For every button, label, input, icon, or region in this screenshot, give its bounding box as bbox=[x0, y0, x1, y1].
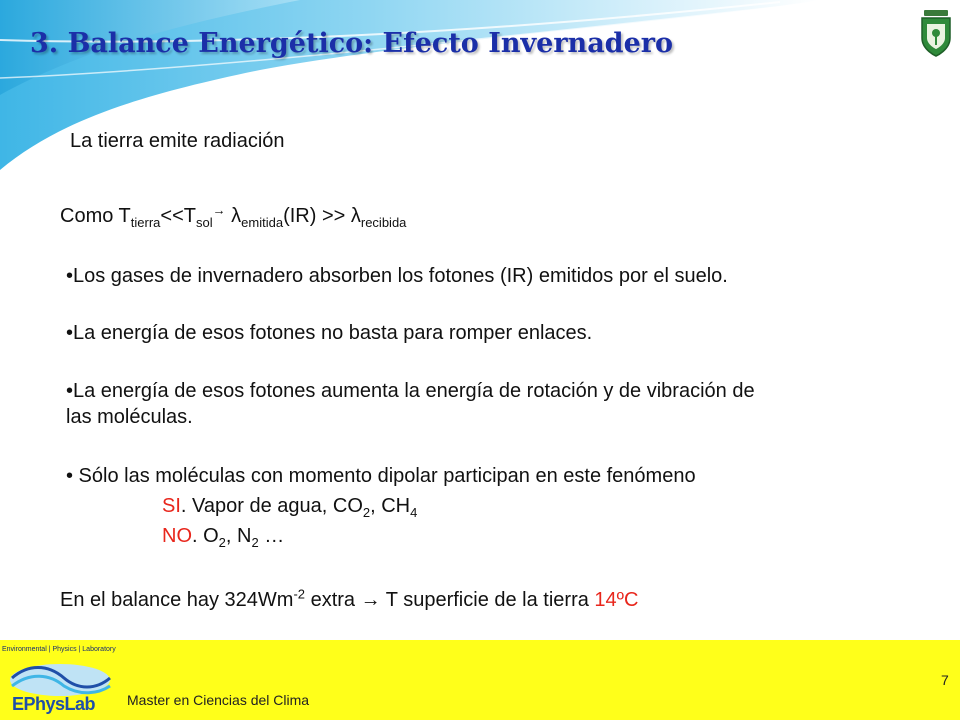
formula-text: <<T bbox=[160, 205, 196, 227]
bullet-dipole: • Sólo las moléculas con momento dipolar participan en este fenómeno bbox=[66, 465, 696, 487]
formula-subscript: sol bbox=[195, 215, 213, 230]
slide-title: 3. Balance Energético: Efecto Invernadero bbox=[30, 28, 673, 59]
formula-subscript: tierra bbox=[130, 215, 161, 230]
yes-label: SI bbox=[162, 495, 181, 517]
formula-text: (IR) >> λ bbox=[283, 205, 361, 227]
subscript: 2 bbox=[362, 505, 371, 520]
subscript: 2 bbox=[218, 535, 226, 550]
formula-text: λ bbox=[231, 205, 242, 227]
crest-icon bbox=[918, 8, 954, 58]
dipole-no-line bbox=[162, 523, 284, 549]
bullet-rotation: •La energía de esos fotones aumenta la energía de rotación y de vibración de bbox=[66, 380, 755, 402]
logo-tagline: Environmental | Physics | Laboratory bbox=[2, 646, 116, 653]
balance-text: En el balance hay 324Wm bbox=[60, 589, 294, 611]
no-label: NO bbox=[162, 525, 192, 547]
bullet-absorb: •Los gases de invernadero absorben los fotones (IR) emitidos por el suelo. bbox=[66, 265, 728, 287]
formula-text: Como T bbox=[60, 205, 131, 227]
yes-text: , CH bbox=[370, 495, 411, 517]
course-name: Master en Ciencias del Clima bbox=[127, 692, 310, 708]
dipole-yes-line bbox=[162, 493, 417, 519]
footer-bar bbox=[0, 640, 960, 720]
bullet-rotation-cont: las moléculas. bbox=[66, 406, 193, 428]
intro-text: La tierra emite radiación bbox=[70, 130, 285, 152]
formula-arrow: → bbox=[212, 202, 226, 218]
yes-text: . Vapor de agua, CO bbox=[180, 495, 363, 517]
temperature-value: 14ºC bbox=[594, 589, 639, 611]
ephyslab-logo bbox=[0, 644, 120, 720]
balance-statement bbox=[60, 587, 638, 613]
subscript: 4 bbox=[410, 505, 418, 520]
no-text: , N bbox=[225, 525, 252, 547]
formula-subscript: emitida bbox=[241, 215, 284, 230]
balance-text: extra → T superficie de la tierra bbox=[305, 589, 595, 611]
superscript: -2 bbox=[293, 586, 306, 602]
page-number: 7 bbox=[941, 672, 949, 688]
bullet-bonds: •La energía de esos fotones no basta para romper enlaces. bbox=[66, 322, 593, 344]
formula-subscript: recibida bbox=[360, 215, 407, 230]
subscript: 2 bbox=[251, 535, 259, 550]
no-text: . O bbox=[192, 525, 219, 547]
comparison-formula bbox=[60, 203, 406, 229]
logo-name: EPhysLab bbox=[12, 694, 96, 714]
no-text: … bbox=[258, 525, 285, 547]
